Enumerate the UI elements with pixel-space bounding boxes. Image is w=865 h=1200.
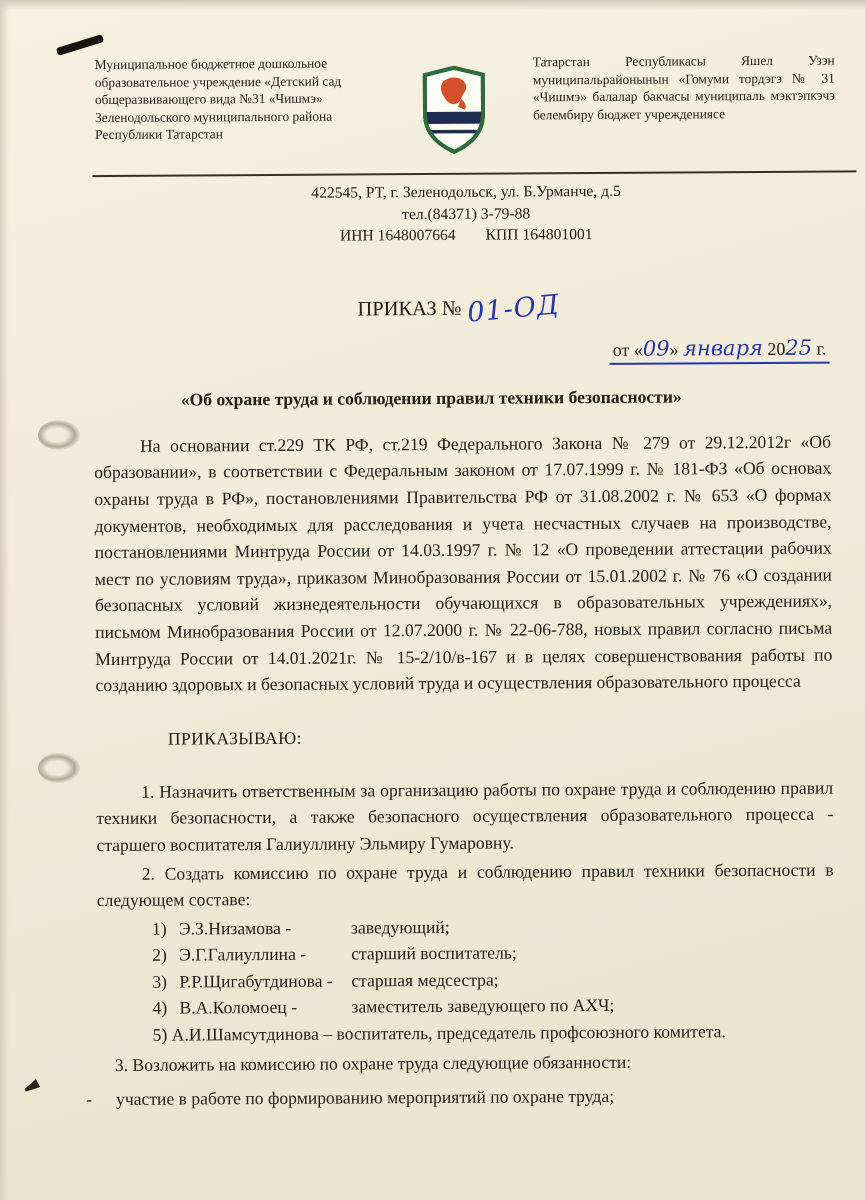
commission-name: В.А.Коломоец - [179, 997, 298, 1019]
commission-role: заместитель заведующего по АХЧ; [351, 995, 615, 1017]
commission-row [153, 1018, 763, 1048]
order-item-3: 3. Возложить на комиссию по охране труда следующие обязанности: [114, 1051, 632, 1075]
intro-paragraph: На основании ст.229 ТК РФ, ст.219 Федерального Закона № 279 от 29.12.2012г «Об образовании», в соответствии с Федеральным законом от 17.07.1999 г. № 181-ФЗ «Об основах охраны труда в РФ», постановлениями Правительства РФ от 31.08.2002 г. № 653 «О формах документов, необходимых для расследования и учета несчастных случаев на производстве, постановлениями Минтруда России от 14.03.1997 г. № 12 «О проведении аттестации рабочих мест по условиям труда», приказом Минобразования России от 15.01.2002 г. № 76 «О создании безопасных условий жизнедеятельности обучающихся в образовательных учреждениях», письмом Минобразования России от 12.07.2000 г. № 22-06-788, новых правил согласно письма Минтруда России от 14.01.2021г. № 15-2/10/в-167 и в целях совершенствования работы по созданию здоровых и безопасных условий труда и осуществления образовательного процесса [94, 431, 833, 696]
inn-value: ИНН 1648007664 [339, 227, 456, 245]
date-year-handwritten: 25 [785, 335, 813, 360]
commission-number: 3) [152, 971, 168, 992]
hole-punch-shadow-upper [38, 420, 80, 450]
date-suffix: г. [816, 338, 827, 359]
commission-row [152, 938, 762, 968]
order-item-1: 1. Назначить ответственным за организацию работы по охране труда и соблюдению правил техники безопасности, а также безопасного осуществления образовательного процесса - старшего воспитателя Галиуллину Эльмиру Гумаровну. [96, 777, 834, 855]
organization-name-tatar: Татарстан Республикасы Яшел Узэн муниципальрайонынын «Гомуми тордэгэ № 31 «Чишмэ» балалар бакчасы муниципаль мэктэпкэчэ белембиру бюджет учреждениясе [532, 52, 835, 123]
order-item-2: 2. Создать комиссию по охране труда и соблюдению правил техники безопасности в следующем составе: [96, 859, 834, 911]
commission-name: Р.Р.Щигабутдинова - [179, 970, 333, 992]
commission-role: заведующий; [350, 916, 450, 938]
order-title-line [26, 288, 865, 329]
contact-block [33, 179, 865, 249]
address-line: 422545, РТ, г. Зеленодольск, ул. Б.Урманче, д.5 [311, 182, 621, 202]
commission-name: Э.З.Низамова - [178, 917, 292, 939]
organization-name-russian: Муниципальное бюджетное дошкольное образовательное учреждение «Детский сад общеразвивающего вида №31 «Чишмэ» Зеленодольского муниципального района Республики Татарстан [94, 55, 342, 143]
bullet-text: участие в работе по формированию мероприятий по охране труда; [115, 1086, 615, 1110]
date-close-quote: » [669, 339, 679, 360]
date-year-printed: 20 [767, 338, 786, 359]
order-subject-title: «Об охране труда и соблюдении правил техники безопасности» [180, 386, 682, 410]
bullet-dash: - [85, 1089, 92, 1110]
header-divider [92, 170, 856, 177]
commission-number: 4) [152, 998, 168, 1019]
commission-number: 5) [152, 1024, 168, 1045]
date-prefix: от « [612, 339, 643, 360]
phone-line: тел.(84371) 3-79-88 [402, 204, 531, 223]
commission-row [152, 912, 762, 942]
commission-number: 2) [152, 944, 167, 966]
commission-role: старшая медсестра; [351, 969, 499, 991]
commission-row [152, 991, 762, 1021]
hole-punch-shadow-lower [38, 753, 80, 783]
letterhead [95, 51, 843, 161]
order-date-line [0, 335, 830, 364]
emblem-container [421, 66, 488, 159]
bullet-row [86, 1082, 835, 1113]
date-month-handwritten: января [682, 335, 763, 361]
date-underlined [610, 335, 830, 364]
commission-name: А.И.Шамсутдинова – [171, 1023, 333, 1045]
commission-list [152, 912, 763, 1049]
order-number-handwritten: 01-ОД [466, 289, 562, 329]
commission-role: старший воспитатель; [351, 942, 517, 964]
commission-name: Э.Г.Галиуллина - [179, 944, 307, 965]
directive-word: ПРИКАЗЫВАЮ: [167, 727, 302, 749]
inn-kpp-line [34, 222, 865, 249]
commission-number: 1) [151, 918, 167, 939]
commission-row [152, 965, 762, 995]
order-label: ПРИКАЗ № [357, 297, 462, 321]
kpp-value: КПП 164801001 [485, 226, 593, 244]
date-day-handwritten: 09 [642, 336, 670, 361]
commission-role: воспитатель, председатель профсоюзного комитета. [336, 1021, 726, 1044]
coat-of-arms-icon [421, 66, 488, 154]
